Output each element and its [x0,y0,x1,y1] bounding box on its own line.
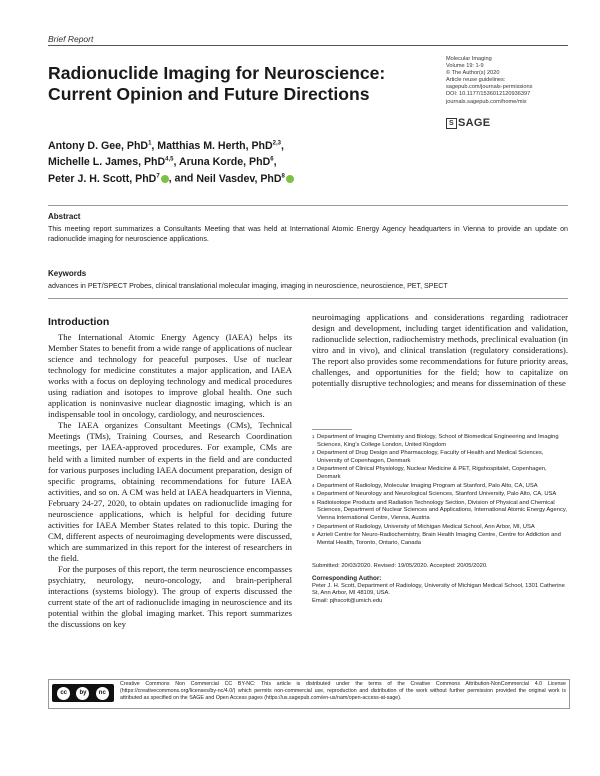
corresponding-author [312,575,568,605]
keywords-text: advances in PET/SPECT Probes, clinical translational molecular imaging, imaging in neuroscience, neuroscience, PET, SPECT [48,282,448,290]
meta-reuse: Article reuse guidelines: [446,77,506,84]
affiliation-item: 1 Department of Imaging Chemistry and Biology, School of Biomedical Engineering and Imaging Sciences, King's College London, United Kingdom [312,434,559,448]
author-korde: Aruna Korde, PhD$^6$, [179,156,277,169]
corresponding-author-address: Peter J. H. Scott, Department of Radiology, University of Michigan Medical School, 1301 Catherine St, Ann Arbor, MI 48109, USA. [312,582,565,597]
journal-meta [446,56,576,106]
affiliation-item: 8 Azrieli Centre for Neuro-Radiochemistry, Brain Health Imaging Centre, Centre for Addiction and Mental Health, Toronto, Ontario, Canada [312,532,561,546]
meta-copyright: © The Author(s) 2020 [446,70,500,77]
abstract-rule [48,205,568,206]
author-gee: Antony D. Gee, PhD$^1$, [48,139,158,152]
article-title [48,63,408,105]
body-column-left [48,332,292,630]
affiliation-item: 6 Radioisotope Products and Radiation Technology Section, Division of Physical and Chemical Sciences, Department of Nuclear Sciences and Applications, International Atomic Energy Agency, Vienna International Centre, Vienna, Austria [312,499,567,521]
title-line-1: Radionuclide Imaging for Neuroscience: [48,63,386,83]
abstract [48,212,568,244]
orcid-icon[interactable] [286,175,294,183]
paragraph: The IAEA organizes Consultant Meetings (CMs), Technical Meetings (TMs), Training Courses, and Research Coordination meetings, per IAEA-approved procedures. For example, CMs are held with a limited number of experts in the field and are conducted for various purposes including IAEA document preparation, design of specific programs, obtaining recommendations for future IAEA activities, and so on. A CM was held at IAEA headquarters in Vienna, February 24-27, 2020, to obtain updates on radionuclide imaging for neuroscience applications, which is helpful for deciding future activities for IAEA Member States related to this topic. During the CM, different aspects of neuroimaging developments were discussed, which are summarized in this report for the interest of researchers in the field. [48,420,292,563]
license-text: Creative Commons Non Commercial CC BY-NC: This article is distributed under the terms of the Creative Commons Attribution-NonCommercial 4.0 License (https://creativecommons.org/licenses/by-nc/4.0/) which permits non-commercial use, reproduction and distribution of the work without further permission provided the original work is attributed as specified on the SAGE and Open Access pages (https://us.sagepub.com/en-us/nam/open-access-at-sage). [120,681,566,702]
sage-s-icon: S [446,118,457,129]
affiliation-item: 5 Department of Neurology and Neurological Sciences, Stanford University, Palo Alto, CA, USA [312,491,557,498]
keywords [48,269,568,291]
footnote-rule [312,429,352,430]
header-rule [48,45,568,46]
sage-logo-text: SAGE [458,117,491,129]
paragraph: The International Atomic Energy Agency (IAEA) helps its Member States to benefit from a wide range of applications of nuclear science and technology for peaceful purposes. Use of nuclear technology for medicine constitutes a major application, and IAEA works with a focus on deploying technology and medical procedures using radiation and isotopes to improve global health. One such application is noninvasive nuclear diagnostic imaging, which is an indispensable tool in oncology, cardiology, and neurosciences. [48,332,292,420]
corresponding-author-heading: Corresponding Author: [312,575,382,582]
author-list [48,136,378,186]
keywords-heading: Keywords [48,269,87,278]
orcid-icon[interactable] [161,175,169,183]
affiliation-item: 3 Department of Clinical Physiology, Nuclear Medicine & PET, Rigshospitalet, Copenhagen, Denmark [312,466,547,480]
author-james: Michelle L. James, PhD$^{4,5}$, [48,156,180,169]
keywords-rule [48,298,568,299]
meta-permissions-link[interactable]: sagepub.com/journals-permissions [446,84,533,91]
affiliation-item: 7 Department of Radiology, University of Michigan Medical School, Ann Arbor, MI, USA [312,523,535,530]
cc-license-badge[interactable] [52,684,114,702]
sage-logo [446,117,490,129]
meta-doi[interactable]: DOI: 10.1177/1536012120936397 [446,91,531,98]
title-line-2: Current Opinion and Future Directions [48,84,370,104]
meta-journal: Molecular Imaging [446,56,492,62]
affiliation-item: 2 Department of Drug Design and Pharmacology, Faculty of Health and Medical Sciences, University of Copenhagen, Denmark [312,450,544,464]
abstract-heading: Abstract [48,212,81,221]
body-column-right [312,312,568,389]
author-scott: Peter J. H. Scott, PhD$^7$ [48,173,169,185]
meta-volume: Volume 19: 1-9 [446,63,484,70]
abstract-text: This meeting report summarizes a Consultants Meeting that was held at International Atomic Energy Agency headquarters in Vienna to provide an update on radionuclide imaging for neuroscience applications. [48,225,568,243]
submission-dates: Submitted: 20/03/2020. Revised: 19/05/2020. Accepted: 20/05/2020. [312,563,488,569]
nc-icon: nc [96,687,109,700]
affiliations [312,434,568,548]
corresponding-author-email[interactable]: Email: pjhscott@umich.edu [312,597,383,604]
meta-home-link[interactable]: journals.sagepub.com/home/mix [446,98,527,105]
author-herth: Matthias M. Herth, PhD$^{2,3}$, [157,139,284,152]
affiliation-item: 4 Department of Radiology, Molecular Imaging Program at Stanford, Palo Alto, CA, USA [312,482,538,489]
cc-icon: cc [57,687,70,700]
author-conjunction: , and [168,172,194,185]
by-icon: by [76,687,89,700]
author-vasdev: Neil Vasdev, PhD$^8$ [196,173,294,185]
paragraph: neuroimaging applications and considerations regarding radiotracer design and development, including target identification and validation, radionuclide selection, radiochemistry methods, preclinical evaluation (in vitro and in vivo), and clinical translation (regulatory considerations). The report also provides some recommendations for future priority areas, challenges, and opportunities for the field; how to capitalize on potentially disruptive technologies; and means for dissemination of these [312,312,568,389]
section-label: Brief Report [48,34,94,44]
introduction-heading: Introduction [48,316,110,328]
paragraph: For the purposes of this report, the term neuroscience encompasses psychiatry, neurology, neuro-oncology, and brain-peripheral interactions (systems biology). The group of experts discussed the current state of the art of radionuclide imaging in neuroscience and its potential within the global imaging market. This report summarizes the discussions on key [48,563,292,630]
